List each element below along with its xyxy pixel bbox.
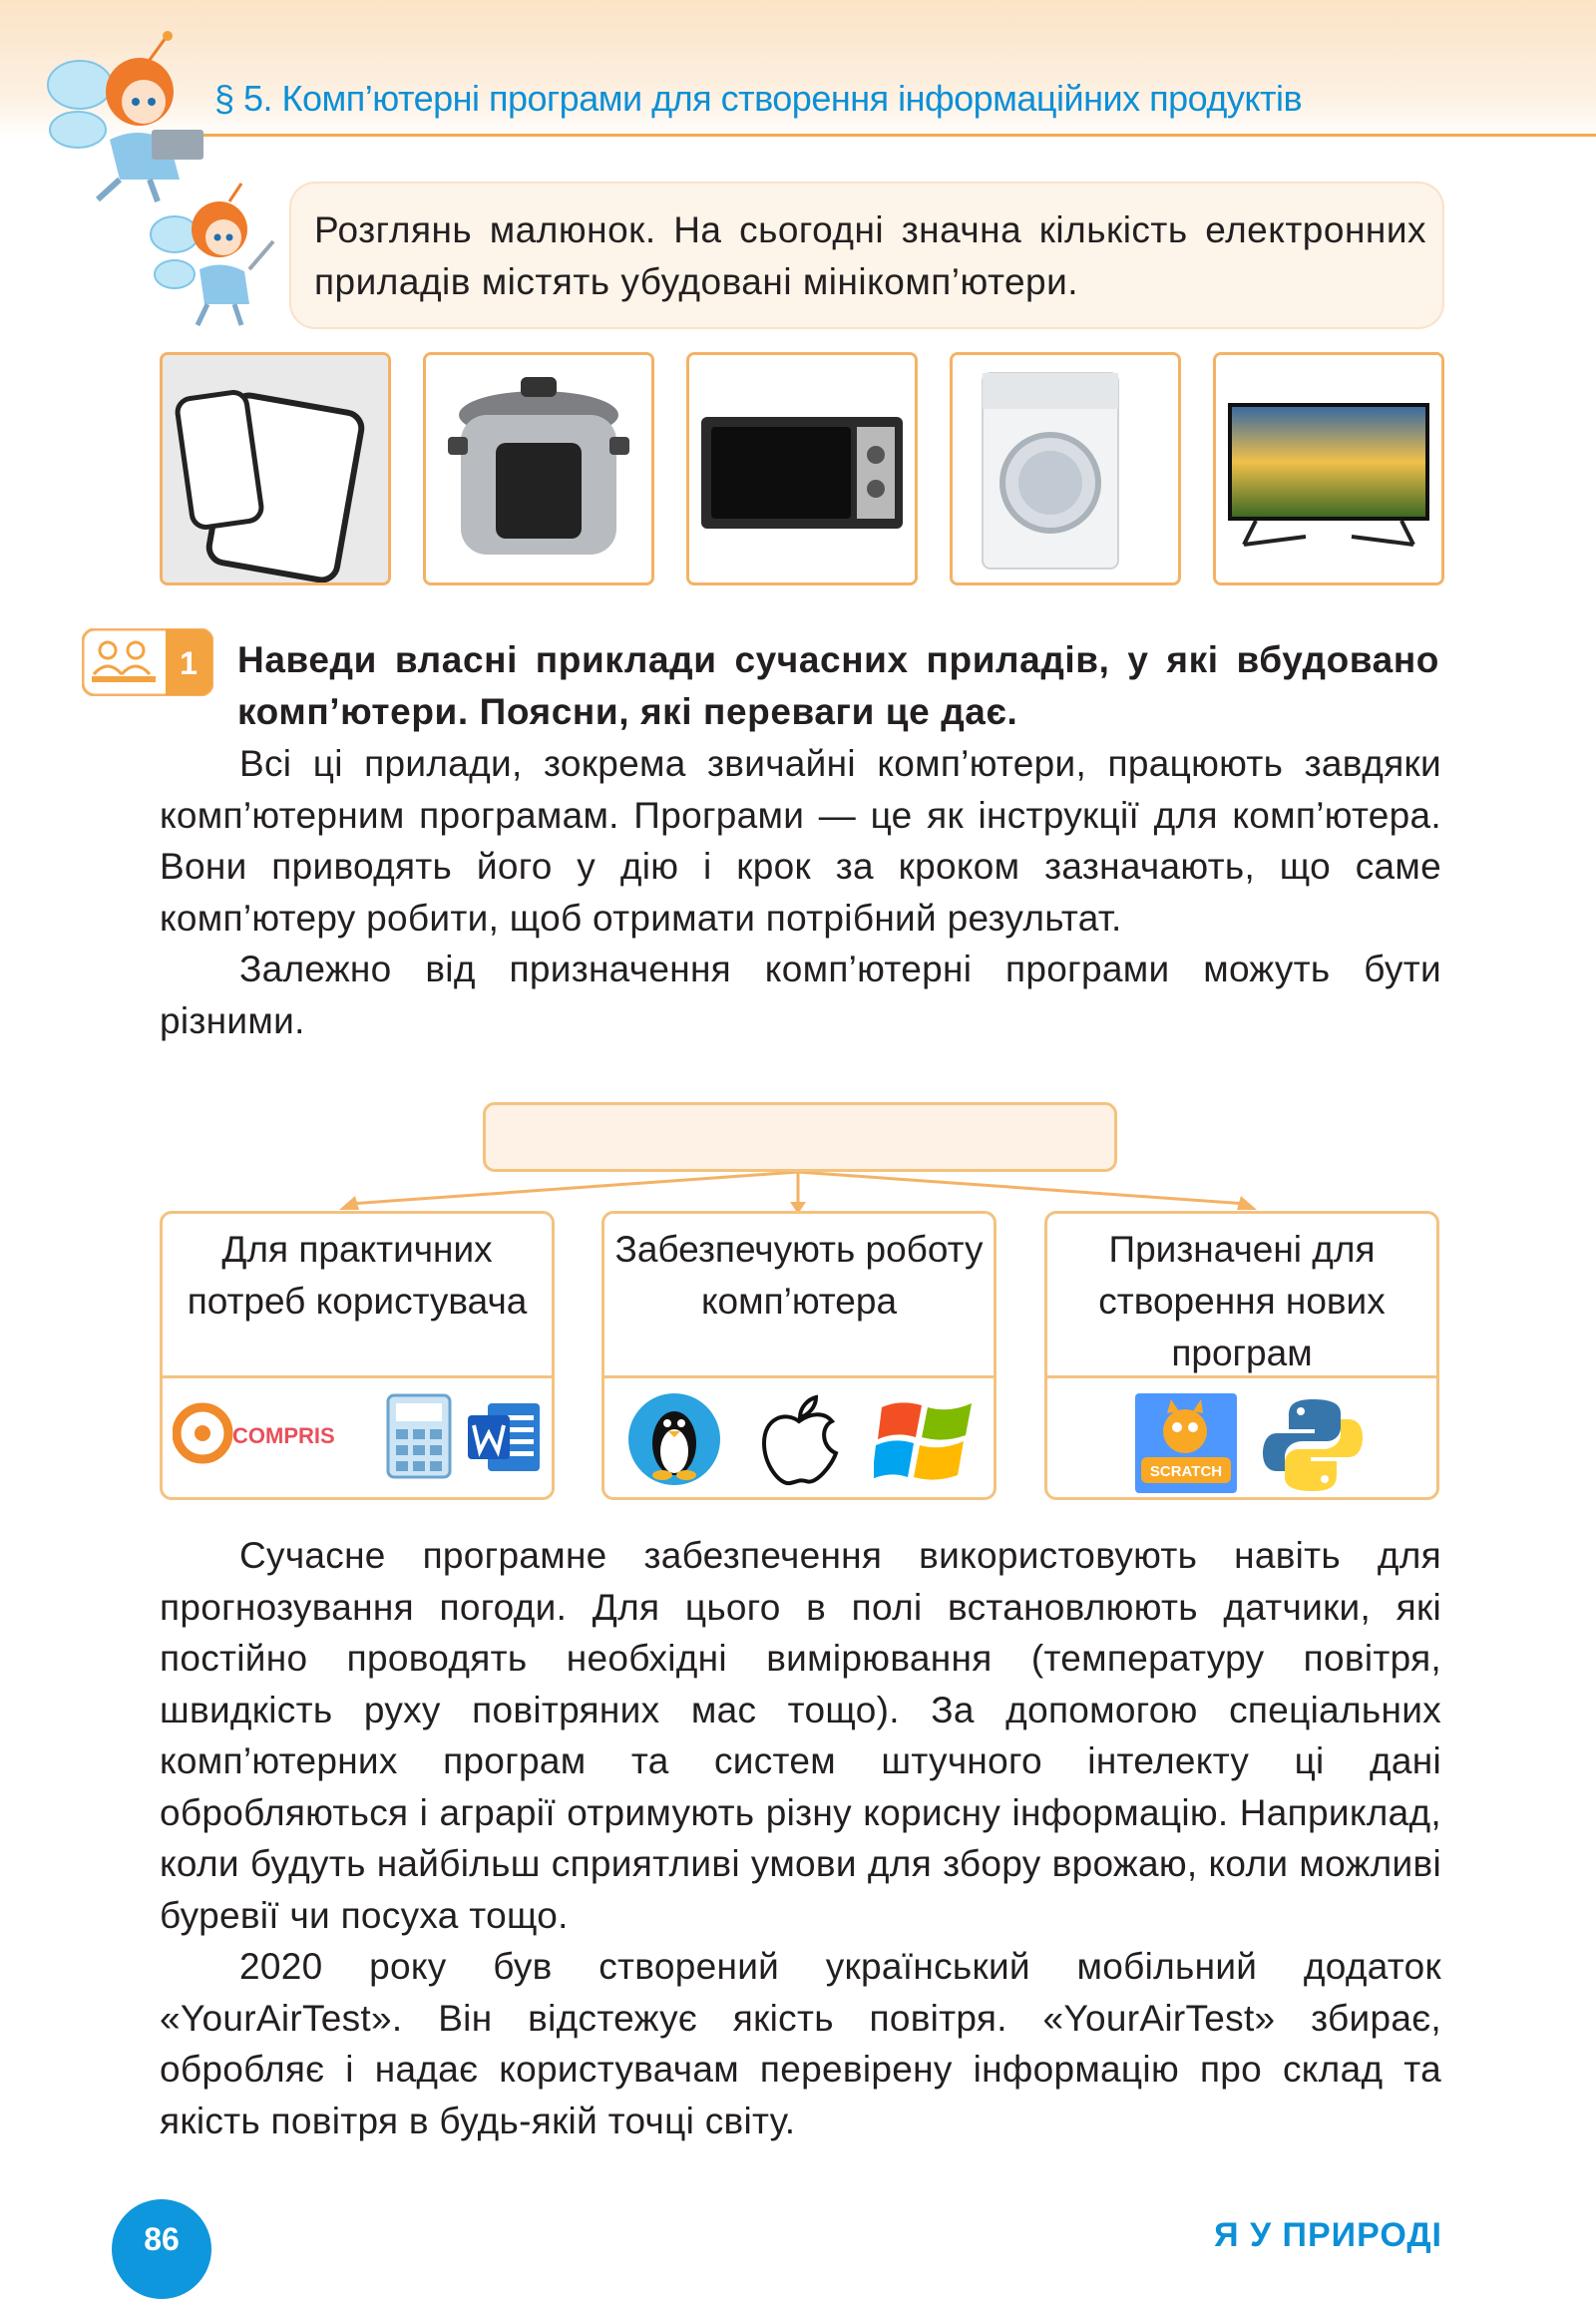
- intro-paragraphs: [160, 738, 1441, 1046]
- page-number: 86: [112, 2199, 211, 2299]
- device-tile-tv: [1213, 352, 1444, 585]
- diagram-top-box: [483, 1102, 1117, 1172]
- category-label: Забезпечують роботу комп’ютера: [604, 1224, 994, 1378]
- body-paragraphs: [160, 1530, 1441, 2146]
- category-system: [601, 1211, 997, 1500]
- device-tile-microwave: [686, 352, 918, 585]
- device-tile-multicooker: [423, 352, 654, 585]
- calculator-icon: [384, 1391, 454, 1481]
- category-logos: [1047, 1383, 1436, 1498]
- paragraph: 2020 року був створений український мобільний додаток «YourAirTest». Він відстежує якість повітря. «YourAirTest» збирає, обробляє і надає користувачам перевірену інформацію про склад та якість повітря в будь-якій точці світу.: [160, 1946, 1441, 2141]
- tv-icon: [1216, 355, 1441, 582]
- section-title: § 5. Комп’ютерні програми для створення інформаційних продуктів: [214, 78, 1303, 119]
- task-text: Наведи власні приклади сучасних приладів, у які вбудовано комп’ютери. Поясни, які переваги це дає.: [237, 639, 1439, 732]
- washing-machine-icon: [953, 355, 1178, 582]
- device-tile-tablet: [160, 352, 391, 585]
- device-tile-washing-machine: [950, 352, 1181, 585]
- category-practical: [160, 1211, 555, 1500]
- category-label: Призначені для створення нових програм: [1047, 1224, 1436, 1378]
- bubble-text: Розглянь малюнок. На сьогодні значна кількість електронних приладів містять убудовані мінікомп’ютери.: [314, 209, 1426, 302]
- scratch-text: SCRATCH: [1149, 1463, 1223, 1480]
- category-logos: [604, 1383, 994, 1498]
- apple-icon: [756, 1393, 842, 1489]
- gcompris-logo: [173, 1395, 372, 1475]
- footer-chapter-label: Я У ПРИРОДІ: [1214, 2216, 1442, 2254]
- category-development: [1044, 1211, 1439, 1500]
- scratch-icon: [1133, 1391, 1239, 1495]
- fairy-mascot-icon: [40, 30, 229, 204]
- multicooker-icon: [426, 355, 651, 582]
- gcompris-text: COMPRIS: [232, 1423, 335, 1448]
- task-number: 1: [180, 645, 198, 681]
- category-label: Для практичних потреб користувача: [163, 1224, 552, 1378]
- paragraph: Залежно від призначення комп’ютерні програми можуть бути різними.: [160, 949, 1441, 1041]
- word-icon: [464, 1397, 544, 1477]
- paragraph: Сучасне програмне забезпечення використовують навіть для прогнозування погоди. Для цього в полі встановлюють датчики, які постійно проводять необхідні вимірювання (температуру повітря, швидкість руху повітряних мас тощо). За допомогою спеціальних комп’ютерних програм та систем штучного інтелекту ці дані обробляються і аграрії отримують різну корисну інформацію. Наприклад, коли будуть найбільш сприятливі умови для збору врожаю, коли можливі буревії чи посуха тощо.: [160, 1535, 1441, 1936]
- tablet-icon: [163, 355, 388, 582]
- group-task-icon: [82, 628, 213, 696]
- fairy-small-icon: [150, 180, 279, 329]
- microwave-icon: [689, 355, 915, 582]
- category-logos: [163, 1383, 552, 1498]
- linux-icon: [624, 1391, 724, 1487]
- windows-icon: [874, 1393, 978, 1489]
- python-icon: [1261, 1395, 1365, 1495]
- paragraph: Всі ці прилади, зокрема звичайні комп’ютери, працюють завдяки комп’ютерним програмам. Програми — це як інструкції для комп’ютера. Вони приводять його у дію і крок за кроком зазначають, що саме комп’ютеру робити, щоб отримати потрібний результат.: [160, 743, 1441, 939]
- header-divider: [200, 134, 1596, 137]
